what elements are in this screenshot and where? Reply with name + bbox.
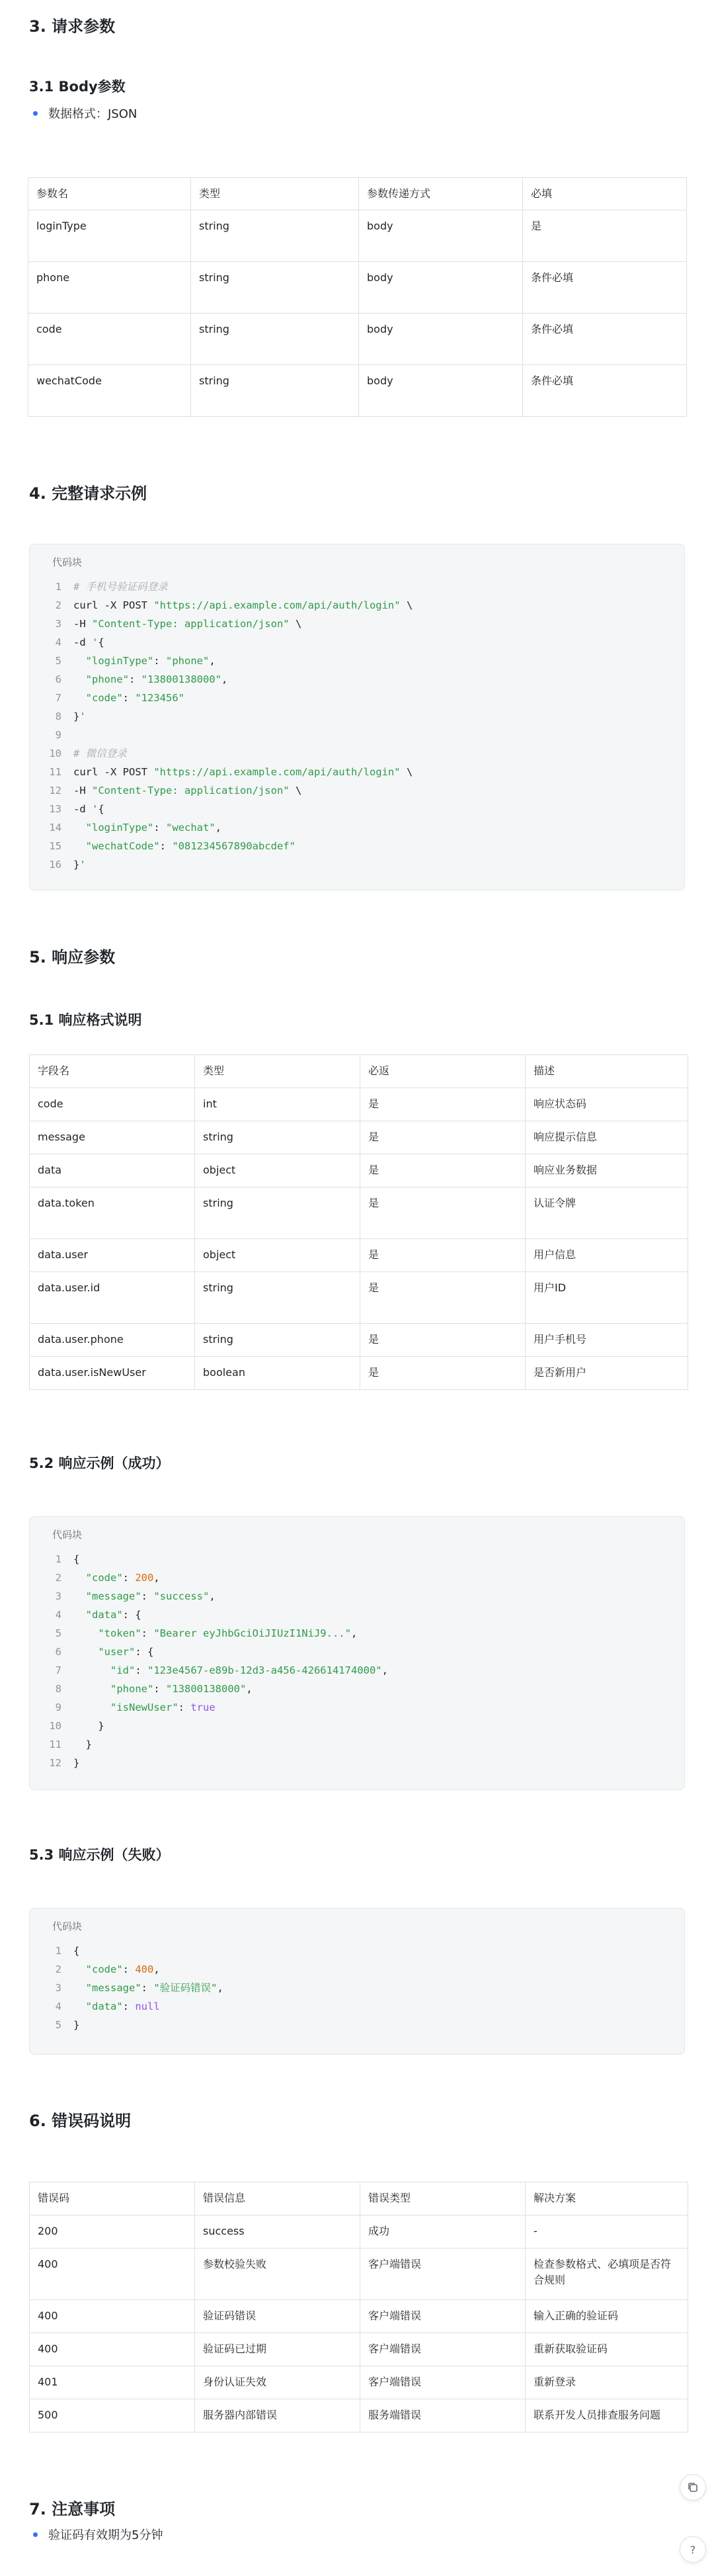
table-cell: body	[359, 262, 523, 314]
table-cell: body	[359, 365, 523, 417]
code-line	[46, 1606, 388, 1624]
table-cell: data.user.id	[30, 1272, 195, 1324]
copy-icon[interactable]	[680, 2474, 706, 2501]
code-text: "id": "123e4567-e89b-12d3-a456-426614174000",	[110, 1664, 388, 1676]
code-text: {	[73, 1553, 80, 1565]
table-header-cell: 字段名	[30, 1055, 195, 1088]
line-number: 5	[55, 2019, 61, 2031]
table-cell: 条件必填	[523, 314, 687, 365]
notice-bullet	[33, 2526, 163, 2543]
body-params-table	[28, 177, 687, 417]
help-icon[interactable]	[680, 2536, 706, 2563]
code-text: "phone": "13800138000",	[85, 673, 228, 685]
table-cell: 联系开发人员排查服务问题	[526, 2399, 688, 2432]
table-cell: object	[195, 1154, 360, 1187]
format-bullet-text: 数据格式：JSON	[48, 107, 138, 121]
table-row	[30, 1324, 688, 1357]
line-number: 3	[55, 1982, 61, 1994]
table-cell: phone	[28, 262, 191, 314]
code-text: }'	[73, 710, 86, 722]
line-number: 4	[55, 636, 61, 648]
section-3-1-title: 3.1 Body参数	[29, 79, 126, 95]
code-line	[46, 596, 413, 615]
table-cell: string	[195, 1121, 360, 1154]
table-cell: boolean	[195, 1357, 360, 1390]
table-cell: 400	[30, 2333, 195, 2366]
code-text: -H "Content-Type: application/json" \	[73, 785, 302, 796]
table-cell: 客户端错误	[360, 2249, 526, 2300]
table-header-cell: 解决方案	[526, 2182, 688, 2215]
code-line	[46, 652, 413, 670]
line-number: 8	[55, 1683, 61, 1695]
line-number: 4	[55, 1609, 61, 1621]
table-cell: 检查参数格式、必填项是否符合规则	[526, 2249, 688, 2300]
table-row	[30, 2333, 688, 2366]
table-cell: 响应状态码	[526, 1088, 688, 1121]
code-text: "wechatCode": "081234567890abcdef"	[85, 840, 296, 852]
line-number: 3	[55, 1590, 61, 1602]
table-row	[28, 314, 687, 365]
table-cell: 重新获取验证码	[526, 2333, 688, 2366]
code-text: -d '{	[73, 636, 104, 648]
table-cell: string	[195, 1324, 360, 1357]
table-row	[30, 1154, 688, 1187]
table-header-cell: 参数传递方式	[359, 178, 523, 210]
line-number: 16	[49, 859, 61, 871]
table-cell: 是	[360, 1121, 526, 1154]
code-text: # 手机号验证码登录	[73, 581, 168, 593]
table-cell: data.user.phone	[30, 1324, 195, 1357]
code-block-caption: 代码块	[52, 1529, 83, 1541]
table-header-cell: 错误类型	[360, 2182, 526, 2215]
notice-bullet-text: 验证码有效期为5分钟	[48, 2528, 163, 2542]
code-text: }	[73, 2019, 80, 2031]
table-cell: 是	[360, 1324, 526, 1357]
table-cell: success	[195, 2215, 360, 2249]
code-line	[46, 1643, 388, 1661]
table-cell: string	[191, 314, 359, 365]
table-cell: message	[30, 1121, 195, 1154]
code-text: }	[73, 1739, 92, 1750]
table-header-row	[30, 1055, 688, 1088]
table-cell: string	[195, 1272, 360, 1324]
code-text: {	[73, 1945, 80, 1957]
table-header-cell: 类型	[195, 1055, 360, 1088]
success-example-code	[46, 1550, 388, 1772]
code-line	[46, 781, 413, 800]
section-3-title: 3. 请求参数	[29, 17, 116, 36]
line-number: 5	[55, 655, 61, 667]
section-5-1-title: 5.1 响应格式说明	[29, 1012, 142, 1028]
code-line	[46, 1960, 223, 1979]
table-header-cell: 描述	[526, 1055, 688, 1088]
table-cell: object	[195, 1239, 360, 1272]
code-text: "loginType": "wechat",	[85, 822, 221, 834]
line-number: 10	[49, 748, 61, 759]
table-row	[30, 2249, 688, 2300]
code-line	[46, 1661, 388, 1680]
code-line	[46, 1680, 388, 1698]
code-line	[46, 633, 413, 652]
table-cell: body	[359, 210, 523, 262]
table-cell: 是	[523, 210, 687, 262]
code-text: -d '{	[73, 803, 104, 815]
table-cell: 是	[360, 1357, 526, 1390]
code-line	[46, 744, 413, 763]
code-line	[46, 689, 413, 707]
code-text: }'	[73, 859, 86, 871]
table-cell: 用户手机号	[526, 1324, 688, 1357]
line-number: 12	[49, 785, 61, 796]
line-number: 1	[55, 1553, 61, 1565]
code-text: # 微信登录	[73, 748, 127, 759]
success-example-code-block[interactable]	[29, 1516, 685, 1790]
table-header-row	[28, 178, 687, 210]
code-line	[46, 1550, 388, 1568]
code-line	[46, 670, 413, 689]
table-row	[30, 2366, 688, 2399]
table-cell: 是	[360, 1239, 526, 1272]
table-cell: 用户信息	[526, 1239, 688, 1272]
table-cell: 500	[30, 2399, 195, 2432]
table-row	[30, 1239, 688, 1272]
line-number: 14	[49, 822, 61, 834]
section-6-title: 6. 错误码说明	[29, 2112, 132, 2130]
table-cell: string	[191, 210, 359, 262]
section-5-2-title: 5.2 响应示例（成功）	[29, 1455, 170, 1471]
code-text: -H "Content-Type: application/json" \	[73, 618, 302, 630]
line-number: 7	[55, 1664, 61, 1676]
table-row	[28, 365, 687, 417]
code-line	[46, 1979, 223, 1997]
table-cell: 输入正确的验证码	[526, 2300, 688, 2333]
table-cell: 客户端错误	[360, 2366, 526, 2399]
code-line	[46, 707, 413, 726]
table-cell: 是	[360, 1187, 526, 1239]
table-row	[28, 210, 687, 262]
table-cell: 400	[30, 2249, 195, 2300]
table-cell: 条件必填	[523, 365, 687, 417]
table-row	[28, 262, 687, 314]
section-4-title: 4. 完整请求示例	[29, 484, 147, 503]
code-line	[46, 1698, 388, 1717]
code-text: "user": {	[98, 1646, 154, 1658]
section-5-3-title: 5.3 响应示例（失败）	[29, 1847, 170, 1863]
line-number: 15	[49, 840, 61, 852]
table-cell: 是	[360, 1088, 526, 1121]
line-number: 2	[55, 1572, 61, 1584]
table-header-cell: 错误码	[30, 2182, 195, 2215]
table-cell: code	[28, 314, 191, 365]
code-text: "code": "123456"	[85, 692, 184, 704]
code-text: "loginType": "phone",	[85, 655, 216, 667]
code-line	[46, 1624, 388, 1643]
table-cell: 401	[30, 2366, 195, 2399]
code-line	[46, 2016, 223, 2034]
table-cell: 是	[360, 1272, 526, 1324]
bullet-dot	[33, 111, 38, 116]
table-cell: 是	[360, 1154, 526, 1187]
copy-icon-glyph	[687, 2481, 699, 2493]
code-text: "message": "success",	[85, 1590, 216, 1602]
code-line	[46, 1717, 388, 1735]
table-header-cell: 类型	[191, 178, 359, 210]
section-5-title: 5. 响应参数	[29, 948, 116, 966]
table-cell: 成功	[360, 2215, 526, 2249]
table-header-row	[30, 2182, 688, 2215]
table-header-cell: 必填	[523, 178, 687, 210]
line-number: 2	[55, 599, 61, 611]
table-cell: 验证码错误	[195, 2300, 360, 2333]
code-line	[46, 1754, 388, 1772]
code-text: }	[73, 1757, 80, 1769]
table-row	[30, 1187, 688, 1239]
line-number: 1	[55, 1945, 61, 1957]
table-cell: data.user	[30, 1239, 195, 1272]
table-header-cell: 参数名	[28, 178, 191, 210]
line-number: 11	[49, 1739, 61, 1750]
table-cell: wechatCode	[28, 365, 191, 417]
table-cell: 400	[30, 2300, 195, 2333]
line-number: 13	[49, 803, 61, 815]
code-line	[46, 615, 413, 633]
code-text: "data": {	[85, 1609, 141, 1621]
line-number: 11	[49, 766, 61, 778]
line-number: 6	[55, 1646, 61, 1658]
line-number: 5	[55, 1627, 61, 1639]
error-codes-table	[29, 2182, 688, 2432]
table-row	[30, 2300, 688, 2333]
help-glyph: ?	[690, 2543, 696, 2556]
code-text: "data": null	[85, 2000, 160, 2012]
table-cell: data.user.isNewUser	[30, 1357, 195, 1390]
code-line	[46, 1735, 388, 1754]
code-line	[46, 1568, 388, 1587]
table-cell: body	[359, 314, 523, 365]
table-cell: 服务器内部错误	[195, 2399, 360, 2432]
code-text: }	[73, 1720, 104, 1732]
code-text: "phone": "13800138000",	[110, 1683, 253, 1695]
line-number: 2	[55, 1963, 61, 1975]
section-7-title: 7. 注意事项	[29, 2500, 116, 2518]
fail-example-code	[46, 1942, 223, 2034]
table-header-cell: 必返	[360, 1055, 526, 1088]
code-line	[46, 818, 413, 837]
table-cell: 验证码已过期	[195, 2333, 360, 2366]
line-number: 4	[55, 2000, 61, 2012]
code-text: "code": 200,	[85, 1572, 160, 1584]
code-text: "message": "验证码错误",	[85, 1982, 223, 1994]
line-number: 9	[55, 1701, 61, 1713]
table-cell: code	[30, 1088, 195, 1121]
code-text: "code": 400,	[85, 1963, 160, 1975]
table-cell: 条件必填	[523, 262, 687, 314]
table-cell: data	[30, 1154, 195, 1187]
table-cell: 响应提示信息	[526, 1121, 688, 1154]
format-bullet	[33, 105, 137, 122]
table-cell: 用户ID	[526, 1272, 688, 1324]
table-cell: 200	[30, 2215, 195, 2249]
response-fields-table	[29, 1054, 688, 1390]
table-cell: 身份认证失效	[195, 2366, 360, 2399]
table-row	[30, 1121, 688, 1154]
table-cell: 重新登录	[526, 2366, 688, 2399]
table-cell: string	[195, 1187, 360, 1239]
code-block-caption: 代码块	[52, 1920, 83, 1932]
code-line	[46, 1942, 223, 1960]
table-cell: 服务端错误	[360, 2399, 526, 2432]
code-text: curl -X POST "https://api.example.com/api/auth/login" \	[73, 766, 413, 778]
code-text: curl -X POST "https://api.example.com/api/auth/login" \	[73, 599, 413, 611]
code-line	[46, 855, 413, 874]
code-text: "token": "Bearer eyJhbGciOiJIUzI1NiJ9...",	[98, 1627, 358, 1639]
table-row	[30, 2399, 688, 2432]
code-line	[46, 837, 413, 855]
code-text: "isNewUser": true	[110, 1701, 216, 1713]
bullet-dot	[33, 2532, 38, 2537]
table-row	[30, 1088, 688, 1121]
code-line	[46, 1587, 388, 1606]
code-line	[46, 763, 413, 781]
request-example-code	[46, 578, 413, 874]
table-cell: -	[526, 2215, 688, 2249]
code-line	[46, 578, 413, 596]
table-row	[30, 2215, 688, 2249]
fail-example-code-block[interactable]	[29, 1908, 685, 2055]
line-number: 6	[55, 673, 61, 685]
table-cell: 参数校验失败	[195, 2249, 360, 2300]
line-number: 1	[55, 581, 61, 593]
table-cell: 客户端错误	[360, 2300, 526, 2333]
line-number: 10	[49, 1720, 61, 1732]
table-row	[30, 1272, 688, 1324]
line-number: 9	[55, 729, 61, 741]
table-cell: string	[191, 262, 359, 314]
line-number: 3	[55, 618, 61, 630]
code-line	[46, 726, 413, 744]
table-cell: loginType	[28, 210, 191, 262]
table-cell: string	[191, 365, 359, 417]
table-cell: int	[195, 1088, 360, 1121]
code-line	[46, 800, 413, 818]
code-line	[46, 1997, 223, 2016]
line-number: 8	[55, 710, 61, 722]
table-cell: 响应业务数据	[526, 1154, 688, 1187]
line-number: 7	[55, 692, 61, 704]
table-header-cell: 错误信息	[195, 2182, 360, 2215]
table-row	[30, 1357, 688, 1390]
table-cell: 客户端错误	[360, 2333, 526, 2366]
code-block-caption: 代码块	[52, 556, 83, 568]
table-cell: data.token	[30, 1187, 195, 1239]
table-cell: 认证令牌	[526, 1187, 688, 1239]
table-cell: 是否新用户	[526, 1357, 688, 1390]
request-example-code-block[interactable]	[29, 544, 685, 890]
line-number: 12	[49, 1757, 61, 1769]
